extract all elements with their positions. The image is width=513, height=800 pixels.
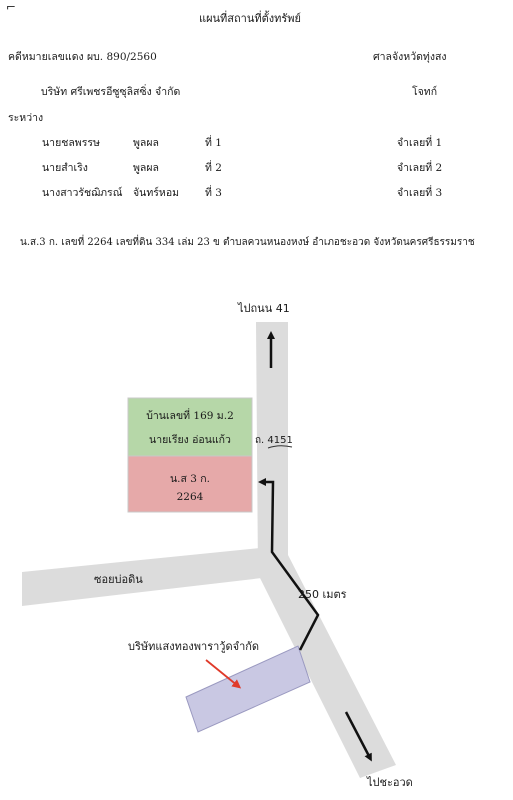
- defendant-2-role: จำเลยที่ 2: [397, 162, 443, 174]
- plaintiff-role: โจทก์: [412, 86, 438, 98]
- defendant-3-last: จันทร์หอม: [133, 187, 180, 199]
- land-info: น.ส.3 ก. เลขที่ 2264 เลขที่ดิน 334 เล่ม 23 ข ตำบลควนหนองหงษ์ อำเภอชะอวด จังหวัดนครศรีธรรมราช: [20, 237, 475, 248]
- corner-mark: ⌐: [6, 0, 17, 14]
- defendant-3-first: นางสาวรัชฌิภรณ์: [42, 187, 123, 199]
- defendant-1-last: พูลผล: [133, 137, 159, 149]
- case-number: คดีหมายเลขแดง ผบ. 890/2560: [8, 51, 157, 63]
- company-box: [186, 646, 310, 732]
- to-north-label: ไปถนน 41: [238, 302, 290, 315]
- defendant-1-number: ที่ 1: [205, 137, 222, 149]
- court-name: ศาลจังหวัดทุ่งสง: [373, 51, 447, 63]
- side-road-label: ซอยบ่อดิน: [94, 573, 143, 586]
- road-name-label: ถ. 4151: [255, 435, 293, 446]
- house-owner-label: นายเรียง อ่อนแก้ว: [149, 434, 231, 446]
- land-number-label: 2264: [176, 491, 204, 503]
- defendant-3-role: จำเลยที่ 3: [397, 187, 443, 199]
- defendant-2-first: นายสำเริง: [42, 162, 88, 174]
- main-road: [256, 322, 396, 778]
- to-south-label: ไปชะอวด: [367, 776, 413, 789]
- defendant-2-number: ที่ 2: [205, 162, 222, 174]
- distance-label: 250 เมตร: [298, 588, 347, 601]
- document-title: แผนที่สถานที่ตั้งทรัพย์: [199, 12, 301, 25]
- defendant-2-last: พูลผล: [133, 162, 159, 174]
- land-title-label: น.ส 3 ก.: [170, 473, 210, 485]
- defendant-1-first: นายชลพรรษ: [42, 137, 100, 149]
- defendant-1-role: จำเลยที่ 1: [397, 137, 443, 149]
- house-number-label: บ้านเลขที่ 169 ม.2: [146, 410, 234, 422]
- company-label: บริษัทแสงทองพาราวู้ดจำกัด: [128, 640, 260, 653]
- defendant-3-number: ที่ 3: [205, 187, 222, 199]
- between-label: ระหว่าง: [8, 112, 44, 124]
- plaintiff-name: บริษัท ศรีเพชรอีซูซุลิสซิ่ง จำกัด: [41, 86, 181, 98]
